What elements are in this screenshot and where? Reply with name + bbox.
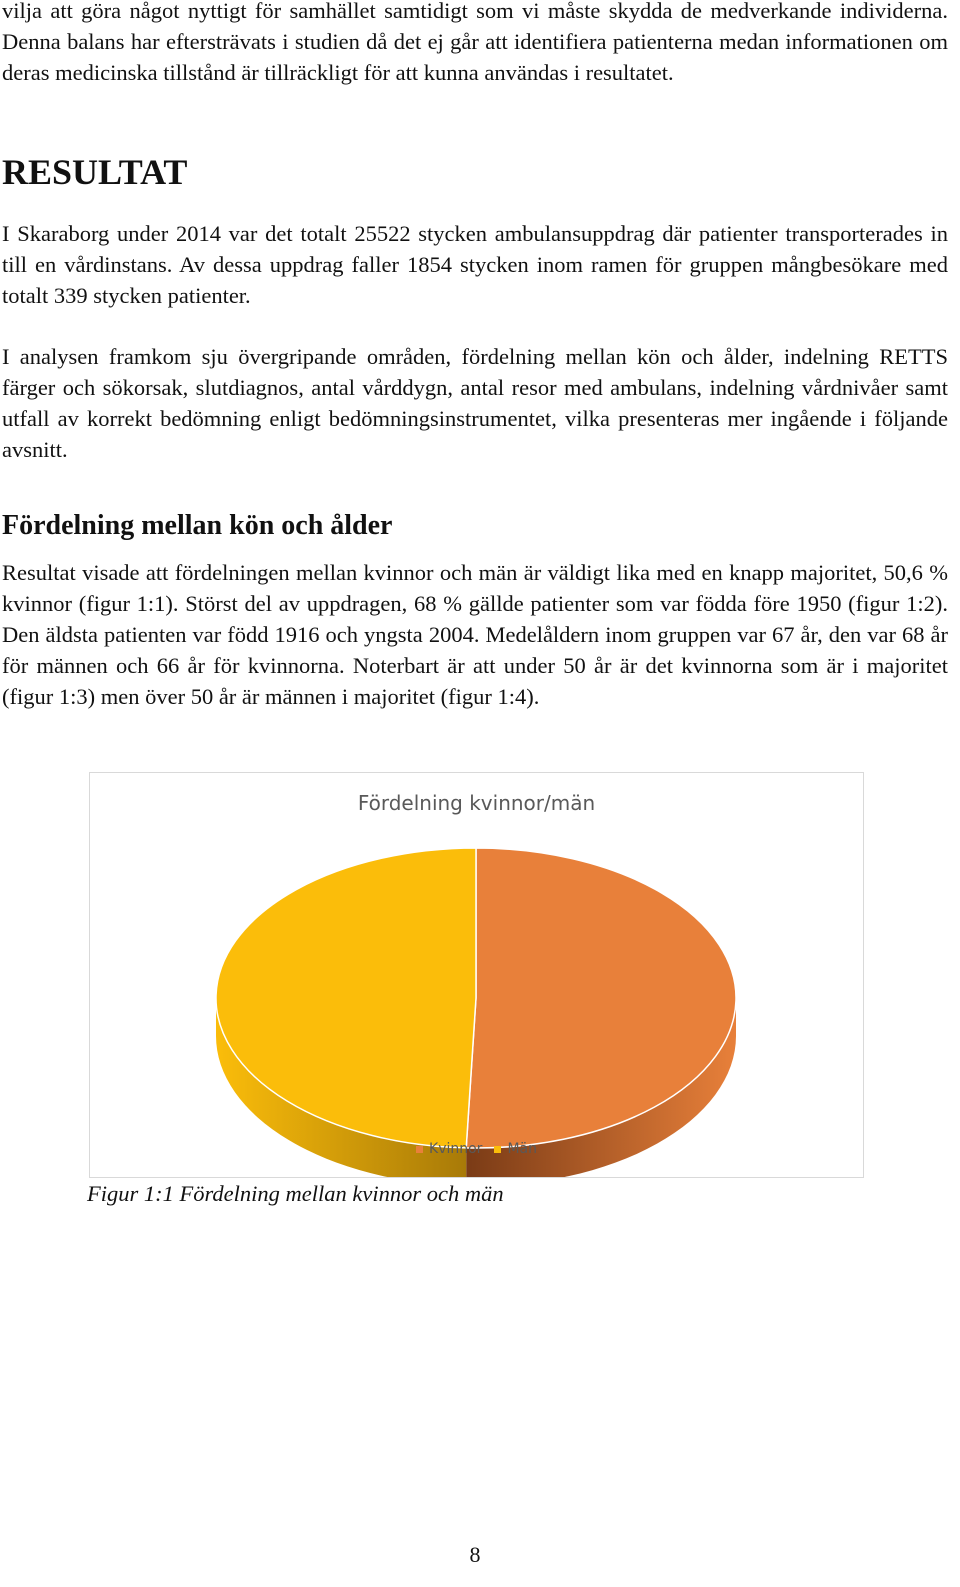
chart-legend <box>90 1141 863 1157</box>
legend-swatch <box>416 1146 423 1153</box>
intro-paragraph: vilja att göra något nyttigt för samhället samtidigt som vi måste skydda de medverkande individerna. Denna balans har eftersträvats i studien då det ej går att identifiera patienterna medan informationen om deras medicinska tillstånd är tillräckligt för att kunna användas i resultatet. <box>2 0 948 85</box>
legend-label: Kvinnor <box>429 1141 483 1157</box>
section-heading-resultat: RESULTAT <box>2 152 188 192</box>
legend-swatch <box>494 1146 501 1153</box>
pie-chart <box>89 772 864 1178</box>
page-number: 8 <box>469 1542 481 1567</box>
legend-item-män <box>494 1141 537 1157</box>
subsection-heading-fordelning: Fördelning mellan kön och ålder <box>2 510 393 541</box>
legend-label: Män <box>507 1141 537 1157</box>
resultat-paragraph-1: I Skaraborg under 2014 var det totalt 25522 stycken ambulansuppdrag där patienter transporterades in till en vårdinstans. Av dessa uppdrag faller 1854 stycken inom ramen för gruppen mångbesökare med totalt 339 stycken patienter. <box>2 221 948 308</box>
chart-title: Fördelning kvinnor/män <box>357 791 596 815</box>
pie-chart-svg <box>90 773 863 1177</box>
fordelning-paragraph: Resultat visade att fördelningen mellan kvinnor och män är väldigt lika med en knapp majoritet, 50,6 % kvinnor (figur 1:1). Störst del av uppdragen, 68 % gällde patienter som var födda före 1950 (figur 1:2). Den äldsta patienten var född 1916 och yngsta 2004. Medelåldern inom gruppen var 67 år, den var 68 år för männen och 66 år för kvinnorna. Noterbart är att under 50 år är det kvinnorna som är i majoritet (figur 1:3) men över 50 år är männen i majoritet (figur 1:4). <box>2 560 948 709</box>
legend-item-kvinnor <box>416 1141 482 1157</box>
figure-caption: Figur 1:1 Fördelning mellan kvinnor och män <box>87 1181 504 1206</box>
resultat-paragraph-2: I analysen framkom sju övergripande områden, fördelning mellan kön och ålder, indelning RETTS färger och sökorsak, slutdiagnos, antal vårddygn, antal resor med ambulans, indelning vårdnivåer samt utfall av korrekt bedömning enligt bedömningsinstrumentet, vilka presenteras mer ingående i följande avsnitt. <box>2 344 948 462</box>
